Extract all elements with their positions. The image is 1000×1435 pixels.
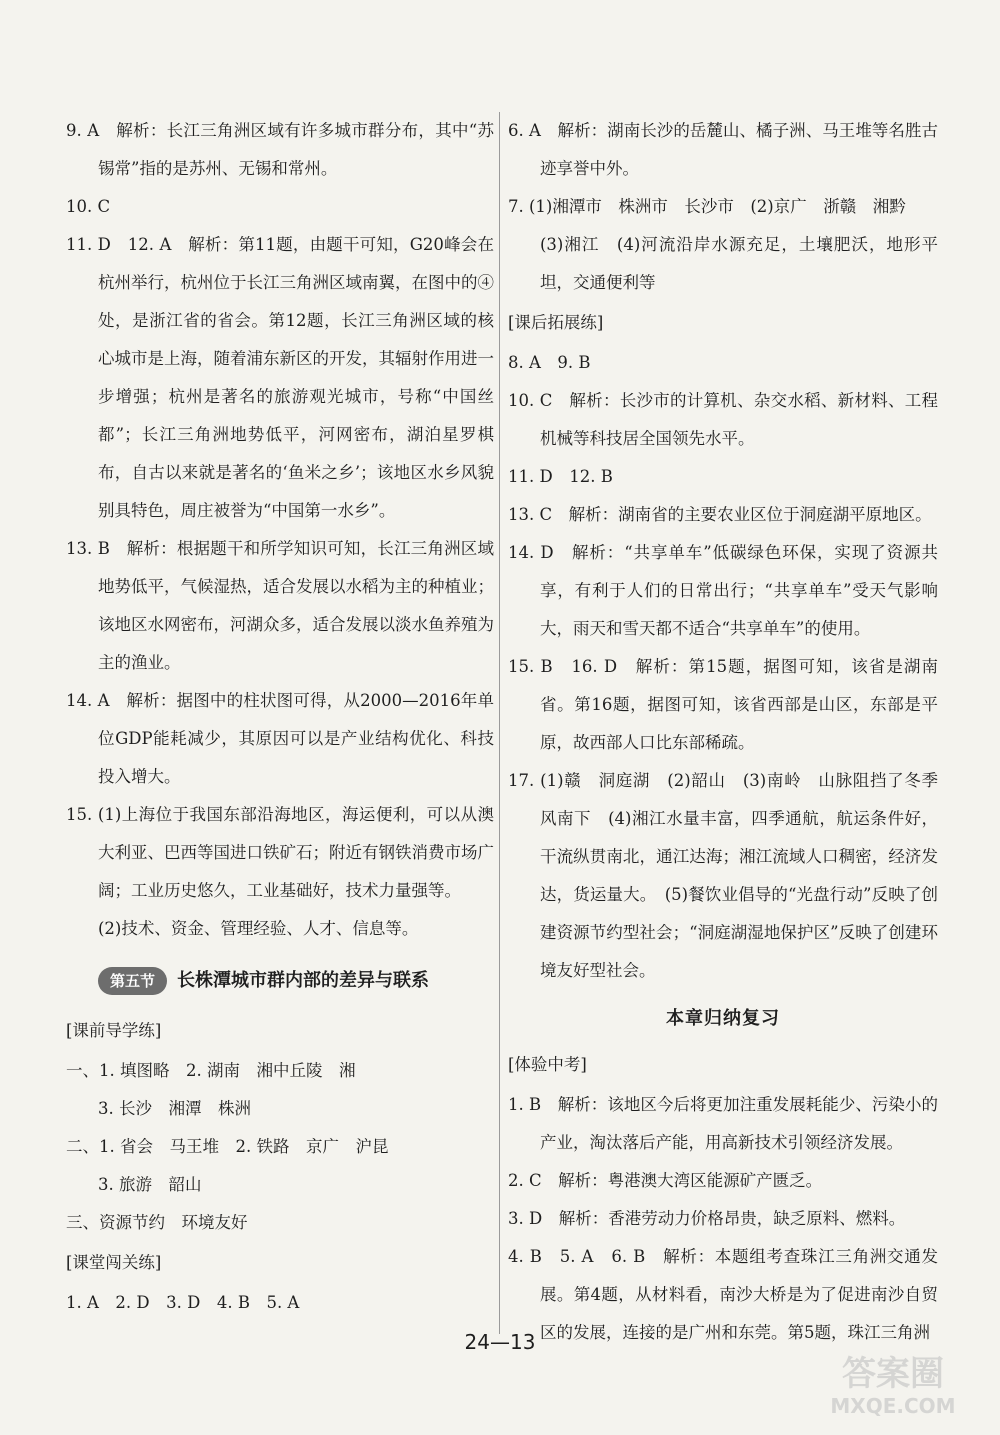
in-class-label: [课堂闯关练] [66,1253,162,1272]
watermark-url: MXQE.COM [830,1394,956,1418]
review-title: 本章归纳复习 [666,1008,780,1029]
answer-15-1: 15. (1)上海位于我国东部沿海地区，海运便利，可以从澳大利亚、巴西等国进口铁矿石；附近有钢铁消费市场广阔；工业历史悠久，工业基础好，技术力量强等。 [66,805,494,900]
pre-line-2: 3. 长沙 湘潭 株洲 [98,1099,251,1118]
answer-10: 10. C [66,197,111,216]
section-badge: 第五节 [98,967,167,995]
answer-14: 14. A 解析：据图中的柱状图可得，从2000—2016年单位GDP能耗减少，其原因可以是产业结构优化、科技投入增大。 [66,691,494,786]
pre-line-4: 3. 旅游 韶山 [98,1175,202,1194]
pre-line-5: 三、资源节约 环境友好 [66,1213,248,1232]
answer-15-2: (2)技术、资金、管理经验、人才、信息等。 [98,919,419,938]
page-number: 24—13 [464,1330,536,1354]
answer-17-right: 17. (1)赣 洞庭湖 (2)韶山 (3)南岭 山脉阻挡了冬季风南下 (4)湘江水量丰富，四季通航，航运条件好，干流纵贯南北，通江达海；湘江流域人口稠密，经济发达，货运量大。 (5)餐饮业倡导的“光盘行动”反映了创建资源节约型社会；“洞庭湖湿地保护区”反映了创建环境友好型社会。 [508,771,938,980]
answer-14-right: 14. D 解析：“共享单车”低碳绿色环保，实现了资源共享，有利于人们的日常出行；“共享单车”受天气影响大，雨天和雪天都不适合“共享单车”的使用。 [508,543,938,638]
answer-6: 6. A 解析：湖南长沙的岳麓山、橘子洲、马王堆等名胜古迹享誉中外。 [508,121,938,178]
exam-label: [体验中考] [508,1055,587,1074]
exam-answer-3: 3. D 解析：香港劳动力价格昂贵，缺乏原料、燃料。 [508,1209,906,1228]
pre-line-3: 二、1. 省会 马王堆 2. 铁路 京广 沪昆 [66,1137,389,1156]
pre-class-label: [课前导学练] [66,1021,162,1040]
right-column [508,112,938,1352]
exam-answer-1: 1. B 解析：该地区今后将更加注重发展耗能少、污染小的产业，淘汰落后产能，用高新技术引领经济发展。 [508,1095,938,1152]
answer-7-cont: (3)湘江 (4)河流沿岸水源充足，土壤肥沃，地形平坦，交通便利等 [540,235,938,292]
section-heading [98,964,494,998]
answer-13: 13. B 解析：根据题干和所学知识可知，长江三角洲区域地势低平，气候湿热，适合发展以水稻为主的种植业；该地区水网密布，河湖众多，适合发展以淡水鱼养殖为主的渔业。 [66,539,494,672]
answer-9: 9. A 解析：长江三角洲区域有许多城市群分布，其中“苏锡常”指的是苏州、无锡和常州。 [66,121,494,178]
answer-7: 7. (1)湘潭市 株洲市 长沙市 (2)京广 浙赣 湘黔 [508,197,906,216]
answer-11-12: 11. D 12. A 解析：第11题，由题干可知，G20峰会在杭州举行，杭州位于长江三角洲区域南翼，在图中的④处，是浙江省的省会。第12题，长江三角洲区域的核心城市是上海，随着浦东新区的开发，其辐射作用进一步增强；杭州是著名的旅游观光城市，号称“中国丝都”；长江三角洲地势低平，河网密布，湖泊星罗棋布，自古以来就是著名的‘鱼米之乡’；该地区水乡风貌别具特色，周庄被誉为“中国第一水乡”。 [66,235,494,520]
column-divider [499,112,500,1334]
section-title: 长株潭城市群内部的差异与联系 [177,970,430,991]
answer-13-right: 13. C 解析：湖南省的主要农业区位于洞庭湖平原地区。 [508,505,932,524]
watermark-logo [808,1345,978,1421]
answer-8-9: 8. A 9. B [508,353,591,372]
answer-10-right: 10. C 解析：长沙市的计算机、杂交水稻、新材料、工程机械等科技居全国领先水平。 [508,391,938,448]
left-column [66,112,494,1322]
exam-answer-2: 2. C 解析：粤港澳大湾区能源矿产匮乏。 [508,1171,823,1190]
answer-15-16-right: 15. B 16. D 解析：第15题，据图可知，该省是湖南省。第16题，据图可知，该省西部是山区，东部是平原，故西部人口比东部稀疏。 [508,657,938,752]
watermark-text: 答案圈 [842,1354,944,1394]
exam-answer-4-6: 4. B 5. A 6. B 解析：本题组考查珠江三角洲交通发展。第4题，从材料看，南沙大桥是为了促进南沙自贸区的发展，连接的是广州和东莞。第5题，珠江三角洲 [508,1247,938,1342]
pre-line-1: 一、1. 填图略 2. 湖南 湘中丘陵 湘 [66,1061,356,1080]
answer-11-12-right: 11. D 12. B [508,467,613,486]
in-class-line: 1. A 2. D 3. D 4. B 5. A [66,1293,300,1312]
after-class-label: [课后拓展练] [508,313,604,332]
